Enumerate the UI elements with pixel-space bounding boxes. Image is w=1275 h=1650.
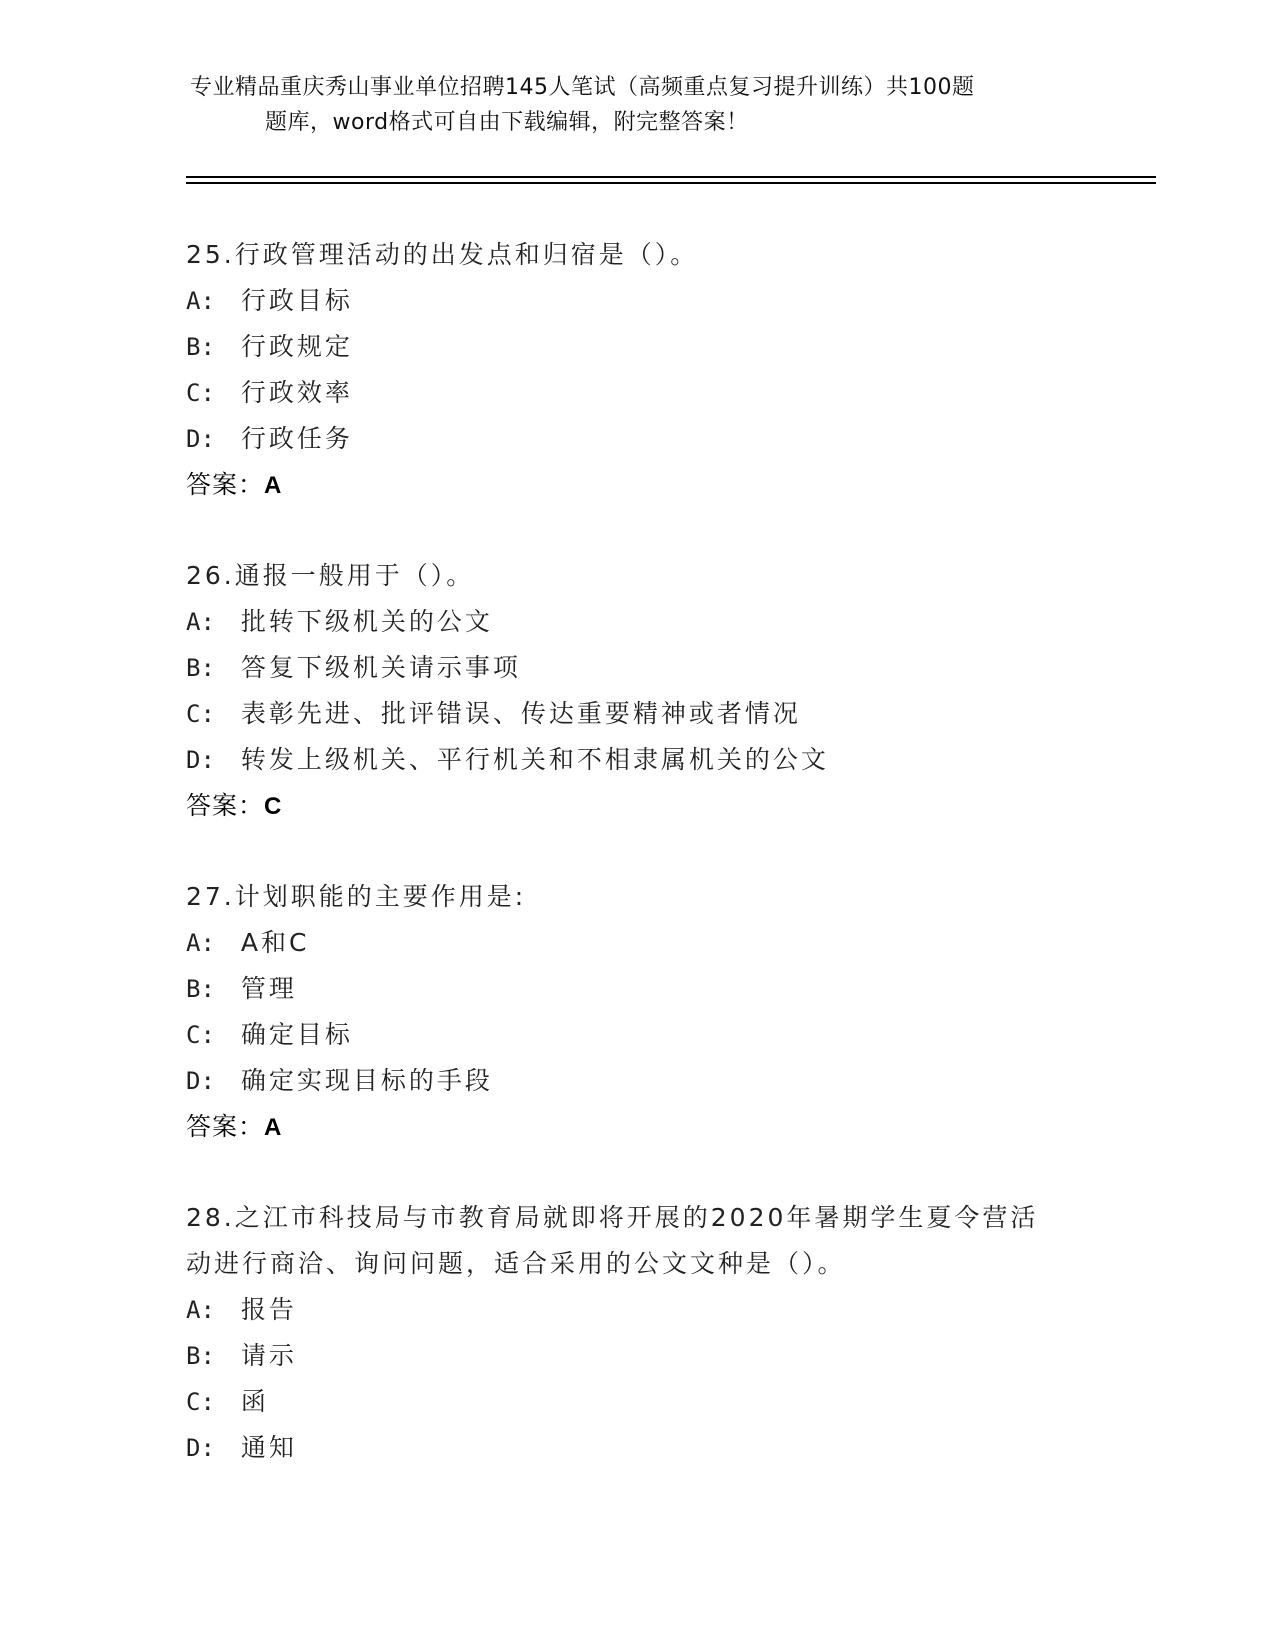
- option-letter: B:: [186, 1342, 215, 1370]
- option-text: 批转下级机关的公文: [240, 607, 493, 636]
- option-b: [186, 324, 1066, 370]
- option-letter: C:: [186, 1388, 215, 1416]
- option-text: 报告: [240, 1295, 297, 1324]
- header-divider-top: [186, 176, 1156, 178]
- answer-line: [186, 783, 1066, 829]
- option-letter: A:: [186, 608, 215, 636]
- option-letter: C:: [186, 379, 215, 407]
- question-stem: 25.行政管理活动的出发点和归宿是（）。: [186, 240, 699, 269]
- answer-line: [186, 462, 1066, 508]
- option-b: [186, 966, 1066, 1012]
- option-text: 确定实现目标的手段: [240, 1066, 493, 1095]
- option-text: A和C: [240, 928, 310, 957]
- question-26: [186, 553, 1066, 829]
- option-text: 表彰先进、批评错误、传达重要精神或者情况: [240, 699, 801, 728]
- option-text: 行政目标: [240, 286, 353, 315]
- option-text: 行政规定: [240, 332, 353, 361]
- option-d: [186, 1425, 1066, 1471]
- option-a: [186, 920, 1066, 966]
- question-stem: 28.之江市科技局与市教育局就即将开展的2020年暑期学生夏令营活动进行商洽、询问问题，适合采用的公文文种是（）。: [186, 1203, 1039, 1278]
- option-letter: B:: [186, 975, 215, 1003]
- option-letter: D:: [186, 1067, 215, 1095]
- option-text: 通知: [240, 1433, 297, 1462]
- answer-label: 答案：: [186, 791, 265, 820]
- option-c: [186, 691, 1066, 737]
- option-c: [186, 370, 1066, 416]
- option-letter: A:: [186, 1296, 215, 1324]
- header-divider-bottom: [186, 182, 1156, 184]
- answer-line: [186, 1104, 1066, 1150]
- option-letter: D:: [186, 746, 215, 774]
- option-b: [186, 645, 1066, 691]
- option-b: [186, 1333, 1066, 1379]
- option-text: 行政效率: [240, 378, 353, 407]
- document-header: [190, 70, 1090, 140]
- option-text: 答复下级机关请示事项: [240, 653, 521, 682]
- option-d: [186, 1058, 1066, 1104]
- answer-label: 答案：: [186, 1112, 265, 1141]
- option-text: 确定目标: [240, 1020, 353, 1049]
- option-text: 行政任务: [240, 424, 353, 453]
- question-stem: 27.计划职能的主要作用是:: [186, 882, 527, 911]
- option-text: 请示: [240, 1341, 297, 1370]
- option-text: 转发上级机关、平行机关和不相隶属机关的公文: [240, 745, 829, 774]
- option-letter: C:: [186, 700, 215, 728]
- option-a: [186, 1287, 1066, 1333]
- answer-value: A: [264, 472, 283, 499]
- answer-value: C: [264, 793, 283, 820]
- option-letter: D:: [186, 425, 215, 453]
- option-d: [186, 737, 1066, 783]
- option-text: 函: [240, 1387, 269, 1416]
- question-28: [186, 1195, 1066, 1471]
- option-c: [186, 1012, 1066, 1058]
- option-letter: A:: [186, 929, 215, 957]
- header-title-line-2: 题库，word格式可自由下载编辑，附完整答案！: [265, 110, 749, 135]
- option-a: [186, 278, 1066, 324]
- answer-label: 答案：: [186, 470, 265, 499]
- option-letter: B:: [186, 333, 215, 361]
- option-letter: C:: [186, 1021, 215, 1049]
- option-text: 管理: [240, 974, 297, 1003]
- option-c: [186, 1379, 1066, 1425]
- header-title-line-1: 专业精品重庆秀山事业单位招聘145人笔试（高频重点复习提升训练）共100题: [190, 75, 975, 100]
- option-d: [186, 416, 1066, 462]
- answer-value: A: [264, 1114, 283, 1141]
- question-stem: 26.通报一般用于（）。: [186, 561, 475, 590]
- question-27: [186, 874, 1066, 1150]
- question-25: [186, 232, 1066, 508]
- option-letter: A:: [186, 287, 215, 315]
- option-letter: B:: [186, 654, 215, 682]
- option-a: [186, 599, 1066, 645]
- option-letter: D:: [186, 1434, 215, 1462]
